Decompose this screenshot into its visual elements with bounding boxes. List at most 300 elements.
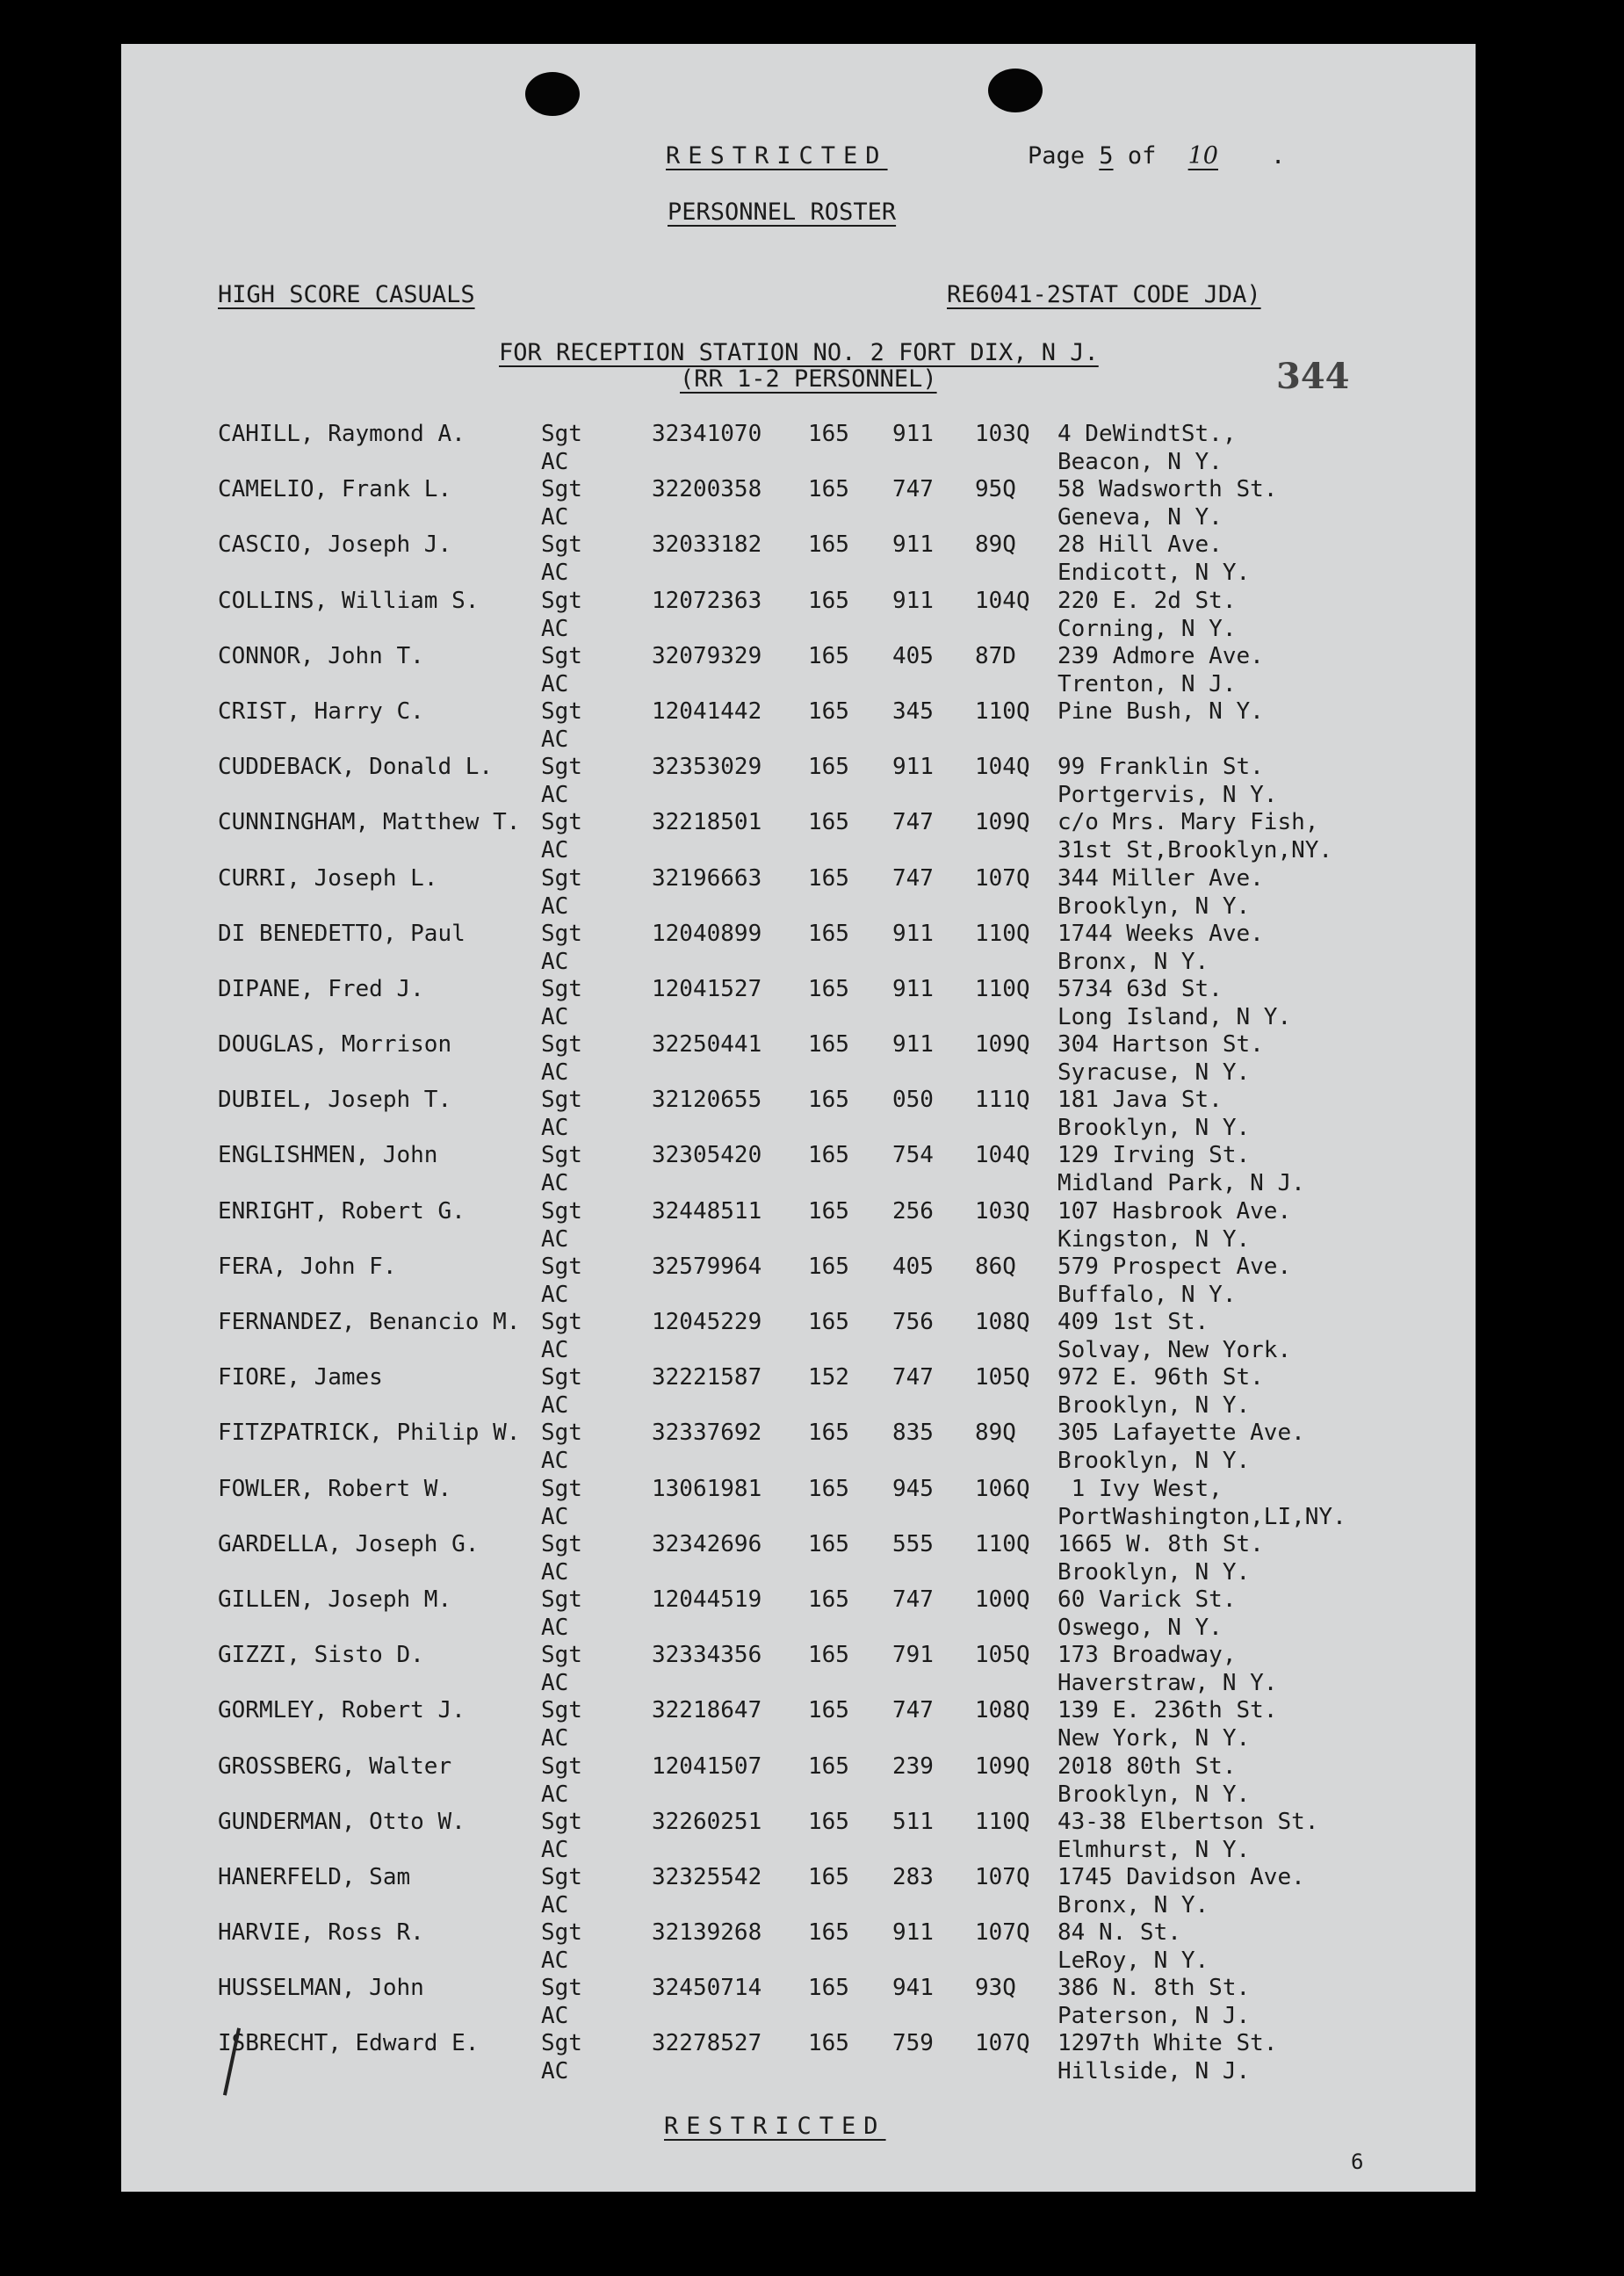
address-line2: Brooklyn, N Y. [1057,1781,1251,1808]
person-name: GUNDERMAN, Otto W. [218,1808,466,1835]
serial-number: 32218501 [652,809,762,836]
serial-number: 32218647 [652,1697,762,1724]
code-b: 756 [892,1309,934,1335]
address-line2: Brooklyn, N Y. [1057,1392,1251,1420]
address-line2: 31st St,Brooklyn,NY. [1057,837,1333,864]
table-row [121,1086,1476,1141]
code-c: 103Q [975,1197,1030,1225]
rank: Sgt [541,1475,582,1502]
code-a: 152 [808,1364,849,1391]
address-line2: Long Island, N Y. [1057,1003,1292,1030]
address-line1: 1665 W. 8th St. [1057,1530,1264,1557]
rank: Sgt [541,1253,582,1280]
serial-number: 32221587 [652,1364,762,1391]
classification-footer: RESTRICTED [664,2113,886,2140]
code-b: 911 [892,1031,934,1059]
serial-number: 32120655 [652,1087,762,1114]
rank: Sgt [541,421,582,447]
branch: AC [541,1947,569,1975]
rank: Sgt [541,1309,582,1335]
code-b: 256 [892,1197,934,1225]
code-b: 747 [892,809,934,836]
address-line2: Beacon, N Y. [1057,449,1223,475]
address-line2: Oswego, N Y. [1057,1614,1223,1641]
code-b: 345 [892,697,934,725]
table-row [121,1030,1476,1086]
code-a: 165 [808,1420,849,1447]
person-name: FOWLER, Robert W. [218,1475,452,1502]
address-line2: PortWashington,LI,NY. [1057,1503,1346,1530]
person-name: HANERFELD, Sam [218,1863,411,1890]
address-line1: 5734 63d St. [1057,975,1223,1002]
rank: Sgt [541,975,582,1002]
rank: Sgt [541,864,582,892]
table-row [121,1918,1476,1974]
rank: Sgt [541,1031,582,1059]
address-line1: 84 N. St. [1057,1919,1181,1947]
person-name: ISBRECHT, Edward E. [218,2030,480,2057]
table-row [121,1141,1476,1196]
table-row [121,1530,1476,1586]
table-row [121,475,1476,531]
serial-number: 32278527 [652,2030,762,2057]
rank: Sgt [541,587,582,614]
person-name: DOUGLAS, Morrison [218,1031,452,1059]
code-b: 911 [892,975,934,1002]
code-b: 911 [892,754,934,781]
code-c: 110Q [975,920,1030,947]
rank: Sgt [541,642,582,669]
table-row [121,642,1476,697]
stat-code: RE6041-2STAT CODE JDA) [947,281,1261,308]
code-a: 165 [808,1863,849,1890]
address-line2: Paterson, N J. [1057,2003,1251,2030]
address-line1: 1744 Weeks Ave. [1057,920,1264,947]
person-name: GILLEN, Joseph M. [218,1586,452,1613]
branch: AC [541,1725,569,1752]
code-a: 165 [808,2030,849,2057]
code-b: 747 [892,864,934,892]
person-name: FERA, John F. [218,1253,397,1280]
code-a: 165 [808,1031,849,1059]
address-line1: Pine Bush, N Y. [1057,697,1264,725]
person-name: HUSSELMAN, John [218,1975,424,2002]
code-a: 165 [808,1197,849,1225]
address-line1: 60 Varick St. [1057,1586,1237,1613]
code-a: 165 [808,920,849,947]
table-row [121,1696,1476,1752]
code-a: 165 [808,531,849,559]
table-row [121,587,1476,642]
address-line2: Brooklyn, N Y. [1057,1448,1251,1475]
address-line2: New York, N Y. [1057,1725,1251,1752]
branch: AC [541,1337,569,1363]
person-name: HARVIE, Ross R. [218,1919,424,1947]
person-name: CAMELIO, Frank L. [218,476,452,503]
station-line: FOR RECEPTION STATION NO. 2 FORT DIX, N J. [499,339,1099,366]
code-a: 165 [808,1919,849,1947]
table-row [121,864,1476,920]
code-a: 165 [808,1586,849,1613]
personnel-subtitle: (RR 1-2 PERSONNEL) [680,365,937,393]
code-c: 86Q [975,1253,1016,1280]
serial-number: 32337692 [652,1420,762,1447]
rank: Sgt [541,1752,582,1780]
person-name: FERNANDEZ, Benancio M. [218,1309,521,1335]
address-line2: Haverstraw, N Y. [1057,1670,1278,1697]
serial-number: 12045229 [652,1309,762,1335]
person-name: CASCIO, Joseph J. [218,531,452,559]
code-c: 87D [975,642,1016,669]
branch: AC [541,2003,569,2030]
person-name: CUDDEBACK, Donald L. [218,754,494,781]
code-c: 110Q [975,697,1030,725]
code-c: 108Q [975,1309,1030,1335]
rank: Sgt [541,1863,582,1890]
person-name: CRIST, Harry C. [218,697,424,725]
rank: Sgt [541,1586,582,1613]
branch: AC [541,1614,569,1641]
table-row [121,753,1476,808]
table-row [121,1419,1476,1474]
address-line1: 972 E. 96th St. [1057,1364,1264,1391]
serial-number: 32342696 [652,1530,762,1557]
branch: AC [541,1392,569,1420]
group-name: HIGH SCORE CASUALS [218,281,475,308]
code-b: 945 [892,1475,934,1502]
code-a: 165 [808,1475,849,1502]
code-b: 511 [892,1808,934,1835]
code-b: 835 [892,1420,934,1447]
rank: Sgt [541,1197,582,1225]
code-b: 911 [892,920,934,947]
code-a: 165 [808,864,849,892]
page-total: 10 [1187,142,1218,170]
address-line1: 129 Irving St. [1057,1142,1251,1169]
rank: Sgt [541,1808,582,1835]
branch: AC [541,782,569,809]
code-a: 165 [808,1309,849,1335]
serial-number: 32196663 [652,864,762,892]
serial-number: 12040899 [652,920,762,947]
branch: AC [541,1781,569,1808]
person-name: CONNOR, John T. [218,642,424,669]
serial-number: 32450714 [652,1975,762,2002]
code-a: 165 [808,1752,849,1780]
classification-header: RESTRICTED [666,142,888,170]
address-line1: 239 Admore Ave. [1057,642,1264,669]
code-c: 107Q [975,864,1030,892]
code-b: 239 [892,1752,934,1780]
code-b: 747 [892,476,934,503]
branch: AC [541,948,569,975]
address-line2: Endicott, N Y. [1057,560,1251,587]
person-name: GROSSBERG, Walter [218,1752,452,1780]
rank: Sgt [541,754,582,781]
code-c: 107Q [975,2030,1030,2057]
code-b: 555 [892,1530,934,1557]
person-name: CAHILL, Raymond A. [218,421,466,447]
address-line2: Bronx, N Y. [1057,1891,1209,1918]
rank: Sgt [541,1697,582,1724]
branch: AC [541,2058,569,2085]
address-line1: 107 Hasbrook Ave. [1057,1197,1292,1225]
address-line1: 220 E. 2d St. [1057,587,1237,614]
address-line1: 173 Broadway, [1057,1642,1237,1669]
person-name: DI BENEDETTO, Paul [218,920,466,947]
table-row [121,1808,1476,1863]
branch: AC [541,615,569,642]
rank: Sgt [541,2030,582,2057]
page-indicator: Page 5 of 10 . [1028,142,1286,170]
code-b: 941 [892,1975,934,2002]
code-a: 165 [808,1253,849,1280]
person-name: DUBIEL, Joseph T. [218,1087,452,1114]
code-a: 165 [808,1142,849,1169]
page-number: 5 [1099,142,1114,170]
code-b: 911 [892,587,934,614]
code-c: 107Q [975,1919,1030,1947]
address-line1: 1745 Davidson Ave. [1057,1863,1305,1890]
code-c: 89Q [975,531,1016,559]
code-b: 283 [892,1863,934,1890]
address-line1: 386 N. 8th St. [1057,1975,1251,2002]
rank: Sgt [541,1420,582,1447]
person-name: CUNNINGHAM, Matthew T. [218,809,521,836]
code-c: 103Q [975,421,1030,447]
address-line2: Midland Park, N J. [1057,1170,1305,1197]
table-row [121,420,1476,475]
code-c: 109Q [975,809,1030,836]
address-line1: 181 Java St. [1057,1087,1223,1114]
serial-number: 32139268 [652,1919,762,1947]
serial-number: 32033182 [652,531,762,559]
address-line1: 1 Ivy West, [1057,1475,1223,1502]
address-line1: 28 Hill Ave. [1057,531,1223,559]
code-a: 165 [808,1530,849,1557]
branch: AC [541,837,569,864]
code-a: 165 [808,476,849,503]
code-a: 165 [808,1642,849,1669]
rank: Sgt [541,920,582,947]
code-b: 911 [892,421,934,447]
code-a: 165 [808,975,849,1002]
person-name: ENGLISHMEN, John [218,1142,438,1169]
address-line2: LeRoy, N Y. [1057,1947,1209,1975]
code-c: 106Q [975,1475,1030,1502]
branch: AC [541,560,569,587]
table-row [121,1197,1476,1253]
code-a: 165 [808,1697,849,1724]
page-of: of [1127,142,1157,170]
code-a: 165 [808,754,849,781]
address-line2: Portgervis, N Y. [1057,782,1278,809]
code-c: 105Q [975,1364,1030,1391]
code-b: 754 [892,1142,934,1169]
table-row [121,1475,1476,1530]
rank: Sgt [541,697,582,725]
branch: AC [541,1170,569,1197]
code-b: 405 [892,1253,934,1280]
branch: AC [541,449,569,475]
page-mark: 6 [1351,2150,1364,2174]
roster-page [121,44,1476,2192]
branch: AC [541,1558,569,1586]
code-b: 791 [892,1642,934,1669]
table-row [121,1363,1476,1419]
address-line2: Hillside, N J. [1057,2058,1251,2085]
code-b: 911 [892,531,934,559]
table-row [121,1641,1476,1696]
serial-number: 32353029 [652,754,762,781]
address-line1: 43-38 Elbertson St. [1057,1808,1319,1835]
serial-number: 32305420 [652,1142,762,1169]
code-c: 100Q [975,1586,1030,1613]
rank: Sgt [541,1919,582,1947]
table-row [121,975,1476,1030]
branch: AC [541,1059,569,1087]
code-c: 110Q [975,975,1030,1002]
serial-number: 32250441 [652,1031,762,1059]
branch: AC [541,670,569,697]
code-b: 747 [892,1364,934,1391]
punch-hole-left [525,72,580,116]
code-a: 165 [808,421,849,447]
serial-number: 12041442 [652,697,762,725]
serial-number: 12041507 [652,1752,762,1780]
rank: Sgt [541,1975,582,2002]
address-line2: Brooklyn, N Y. [1057,892,1251,920]
branch: AC [541,1503,569,1530]
code-c: 105Q [975,1642,1030,1669]
address-line1: 579 Prospect Ave. [1057,1253,1292,1280]
branch: AC [541,892,569,920]
serial-number: 32325542 [652,1863,762,1890]
code-c: 110Q [975,1530,1030,1557]
page-stamp: 344 [1276,356,1350,397]
rank: Sgt [541,1530,582,1557]
serial-number: 32200358 [652,476,762,503]
address-line1: 1297th White St. [1057,2030,1278,2057]
table-row [121,697,1476,753]
page-label: Page [1028,142,1086,170]
person-name: GORMLEY, Robert J. [218,1697,466,1724]
table-row [121,1586,1476,1641]
serial-number: 32341070 [652,421,762,447]
address-line1: 305 Lafayette Ave. [1057,1420,1305,1447]
roster-title: PERSONNEL ROSTER [668,199,897,226]
roster-table [121,420,1476,2085]
code-b: 405 [892,642,934,669]
serial-number: 32579964 [652,1253,762,1280]
code-b: 747 [892,1697,934,1724]
branch: AC [541,1115,569,1142]
address-line1: 2018 80th St. [1057,1752,1237,1780]
branch: AC [541,1670,569,1697]
serial-number: 32334356 [652,1642,762,1669]
person-name: CURRI, Joseph L. [218,864,438,892]
serial-number: 13061981 [652,1475,762,1502]
branch: AC [541,1836,569,1863]
table-row [121,808,1476,863]
address-line2: Brooklyn, N Y. [1057,1115,1251,1142]
code-c: 111Q [975,1087,1030,1114]
code-c: 108Q [975,1697,1030,1724]
serial-number: 32260251 [652,1808,762,1835]
table-row [121,1752,1476,1808]
rank: Sgt [541,1142,582,1169]
code-c: 109Q [975,1031,1030,1059]
address-line2: Elmhurst, N Y. [1057,1836,1251,1863]
person-name: GIZZI, Sisto D. [218,1642,424,1669]
code-c: 110Q [975,1808,1030,1835]
address-line1: 99 Franklin St. [1057,754,1264,781]
table-row [121,2029,1476,2085]
code-a: 165 [808,809,849,836]
code-c: 104Q [975,1142,1030,1169]
address-line2: Geneva, N Y. [1057,504,1223,531]
code-a: 165 [808,587,849,614]
serial-number: 12072363 [652,587,762,614]
table-row [121,1253,1476,1308]
person-name: FIORE, James [218,1364,383,1391]
person-name: ENRIGHT, Robert G. [218,1197,466,1225]
person-name: GARDELLA, Joseph G. [218,1530,480,1557]
code-c: 89Q [975,1420,1016,1447]
rank: Sgt [541,809,582,836]
rank: Sgt [541,1642,582,1669]
serial-number: 12041527 [652,975,762,1002]
address-line2: Buffalo, N Y. [1057,1281,1237,1308]
address-line1: 409 1st St. [1057,1309,1209,1335]
code-c: 104Q [975,587,1030,614]
code-b: 911 [892,1919,934,1947]
code-b: 747 [892,1586,934,1613]
rank: Sgt [541,1364,582,1391]
table-row [121,920,1476,975]
code-a: 165 [808,1975,849,2002]
branch: AC [541,1003,569,1030]
rank: Sgt [541,1087,582,1114]
punch-hole-right [988,69,1043,112]
code-b: 050 [892,1087,934,1114]
table-row [121,1308,1476,1363]
address-line2: Trenton, N J. [1057,670,1237,697]
address-line1: c/o Mrs. Mary Fish, [1057,809,1319,836]
serial-number: 32448511 [652,1197,762,1225]
person-name: DIPANE, Fred J. [218,975,424,1002]
table-row [121,531,1476,586]
address-line2: Brooklyn, N Y. [1057,1558,1251,1586]
address-line2: Corning, N Y. [1057,615,1237,642]
code-c: 109Q [975,1752,1030,1780]
address-line1: 4 DeWindtSt., [1057,421,1237,447]
branch: AC [541,1448,569,1475]
person-name: COLLINS, William S. [218,587,480,614]
code-c: 104Q [975,754,1030,781]
branch: AC [541,1225,569,1253]
address-line2: Kingston, N Y. [1057,1225,1251,1253]
branch: AC [541,726,569,753]
code-a: 165 [808,697,849,725]
address-line2: Solvay, New York. [1057,1337,1292,1363]
address-line1: 58 Wadsworth St. [1057,476,1278,503]
table-row [121,1974,1476,2029]
code-a: 165 [808,1087,849,1114]
address-line2: Syracuse, N Y. [1057,1059,1251,1087]
person-name: FITZPATRICK, Philip W. [218,1420,521,1447]
code-c: 95Q [975,476,1016,503]
